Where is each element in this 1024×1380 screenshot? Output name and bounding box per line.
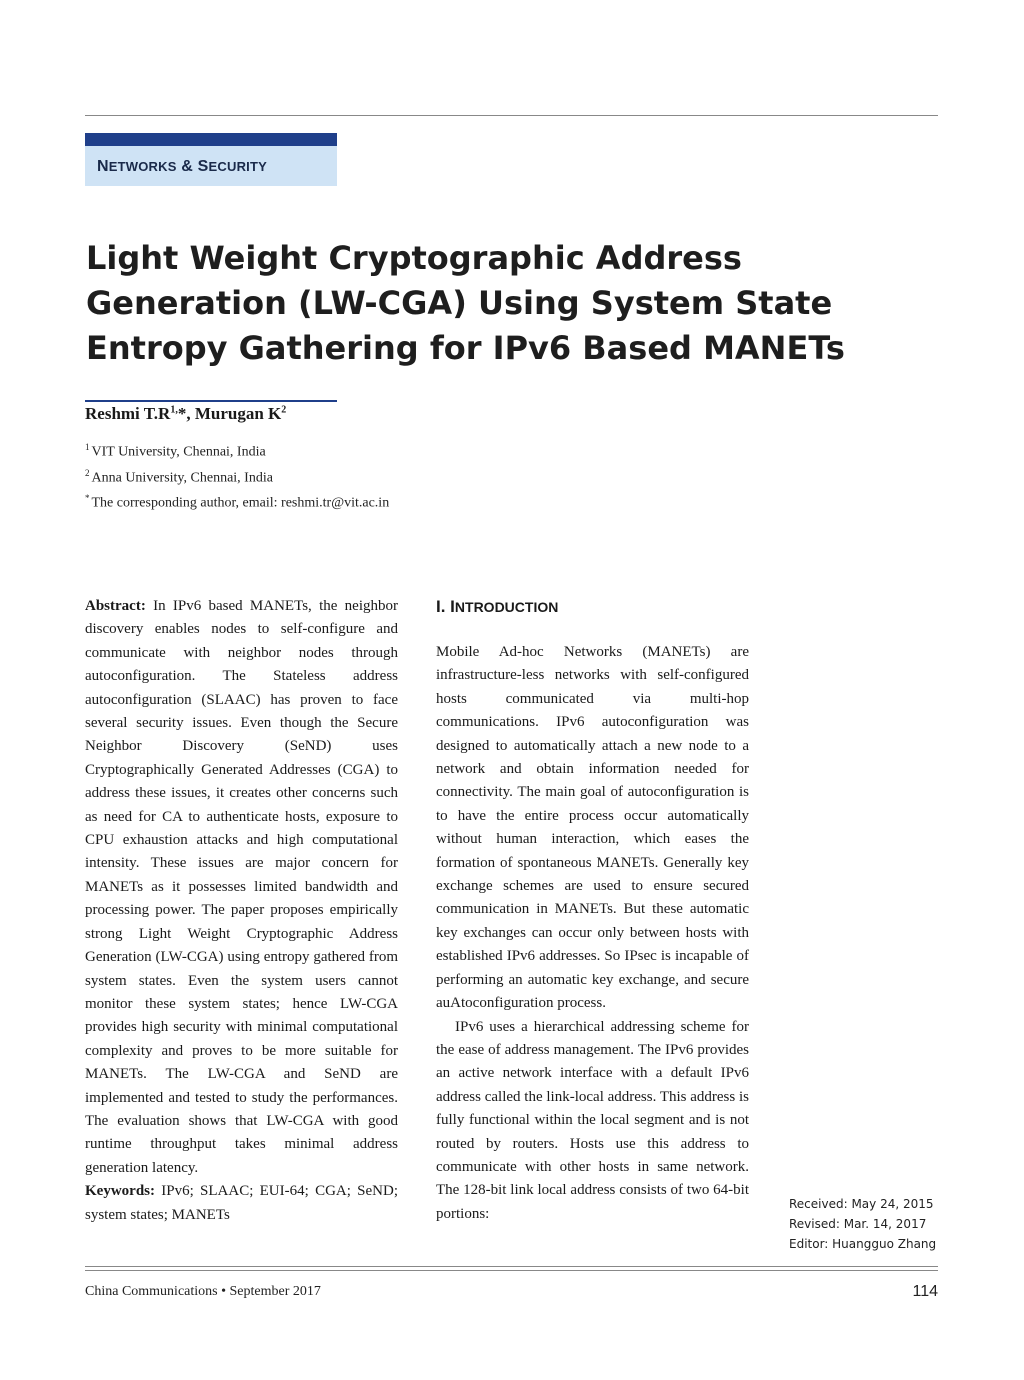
- intro-paragraph-2: IPv6 uses a hierarchical addressing scheme for the ease of address management. The IPv6 provides an active network interface with a default IPv6 address called the link-local address. This address is fully functional within the local segment and is not routed by routers. Hosts use this address to communicate with other hosts in same network. The 128-bit link local address consists of two 64-bit portions:: [436, 1018, 749, 1222]
- heading-rest: NTRODUCTION: [454, 599, 559, 615]
- heading-number: I.: [436, 597, 451, 616]
- editor: Editor: Huangguo Zhang: [789, 1237, 937, 1251]
- received-info: [789, 1194, 936, 1254]
- affiliation-mark: *: [85, 493, 90, 504]
- affiliation-text: VIT University, Chennai, India: [91, 444, 266, 460]
- abstract-text: In IPv6 based MANETs, the neighbor discovery enables nodes to self-configure and communicate with neighbor nodes through autoconfiguration. The Stateless address autoconfiguration (SLAAC) has proven to face several security issues. Even though the Secure Neighbor Discovery (SeND) uses Cryptographically Generated Addresses (CGA) to address these issues, it creates other concerns such as need for CA to authenticate hosts, exposure to CPU exhaustion attacks and high computational intensity. These issues are major concern for MANETs as it possesses limited bandwidth and processing power. The paper proposes empirically strong Light Weight Cryptographic Address Generation (LW-CGA) using entropy gathered from system states. Even the system users cannot monitor these system states; hence LW-CGA provides high security with minimal computational complexity and proves to be more suitable for MANETs. The LW-CGA and SeND are implemented and tested to study the performances. The evaluation shows that LW-CGA with good runtime throughput takes minimal address generation latency.: [85, 598, 399, 1176]
- affiliation-mark: 1: [85, 442, 90, 452]
- section-label-s: S: [197, 158, 209, 175]
- page-number: 114: [912, 1283, 938, 1300]
- author-2-affil-mark: 2: [281, 404, 287, 416]
- affiliations: [85, 437, 389, 514]
- title-rule: [85, 400, 337, 402]
- footer-rule-bottom: [85, 1270, 938, 1271]
- received-date: Received: May 24, 2015: [789, 1197, 934, 1211]
- section-label-n: N: [97, 158, 109, 175]
- author-line: [85, 404, 286, 424]
- section-label-amp: &: [176, 158, 198, 175]
- affiliation-1: [85, 437, 389, 463]
- right-column: [436, 595, 749, 1226]
- left-column: [85, 595, 398, 1227]
- section-tab: [85, 133, 337, 186]
- author-1-affil-mark: 1,: [170, 404, 178, 416]
- footer-rule-top: [85, 1266, 938, 1267]
- top-rule: [85, 115, 938, 116]
- section-label-etworks: ETWORKS: [108, 159, 177, 174]
- keywords-text: IPv6; SLAAC; EUI-64; CGA; SeND; system states; MANETs: [85, 1183, 398, 1223]
- author-1: Reshmi T.R: [85, 404, 171, 423]
- keywords-label: Keywords:: [85, 1183, 155, 1200]
- abstract-label: Abstract:: [85, 598, 146, 614]
- section-label-ecurity: ECURITY: [208, 159, 267, 174]
- keywords: [85, 1180, 398, 1227]
- abstract: [85, 595, 398, 1180]
- affiliation-mark: 2: [85, 467, 90, 478]
- heading-initial: I: [450, 597, 455, 616]
- author-2: Murugan K: [194, 404, 282, 423]
- affiliation-corresponding: [85, 488, 389, 514]
- section-tab-bar: [85, 133, 337, 146]
- section-label: [97, 158, 267, 176]
- intro-paragraph-1: Mobile Ad-hoc Networks (MANETs) are infrastructure-less networks with self-configured hosts communicated via multi-hop communications. IPv6 autoconfiguration was designed to automatically attach a new node to a network and obtain information needed for connectivity. The main goal of autoconfiguration is to have the entire process occur automatically without human interaction, which eases the formation of spontaneous MANETs. Generally key exchange schemes are used to ensure secured communication in MANETs. But these automatic key exchanges can occur only between hosts with established IPv6 addresses. So IPsec is incapable of performing an automatic key exchange, and secure auAtoconfiguration process.: [436, 644, 749, 1012]
- affiliation-text: Anna University, Chennai, India: [91, 470, 273, 486]
- journal-footer: China Communications • September 2017: [85, 1284, 321, 1299]
- affiliation-2: [85, 463, 389, 489]
- author-1-star: *,: [177, 404, 195, 423]
- revised-date: Revised: Mar. 14, 2017: [789, 1217, 927, 1231]
- paper-title: Light Weight Cryptographic Address Generation (LW-CGA) Using System State Entropy Gathering for IPv6 Based MANETs: [86, 239, 845, 367]
- introduction-heading: [436, 595, 749, 617]
- affiliation-text: The corresponding author, email: reshmi.tr@vit.ac.in: [91, 495, 390, 511]
